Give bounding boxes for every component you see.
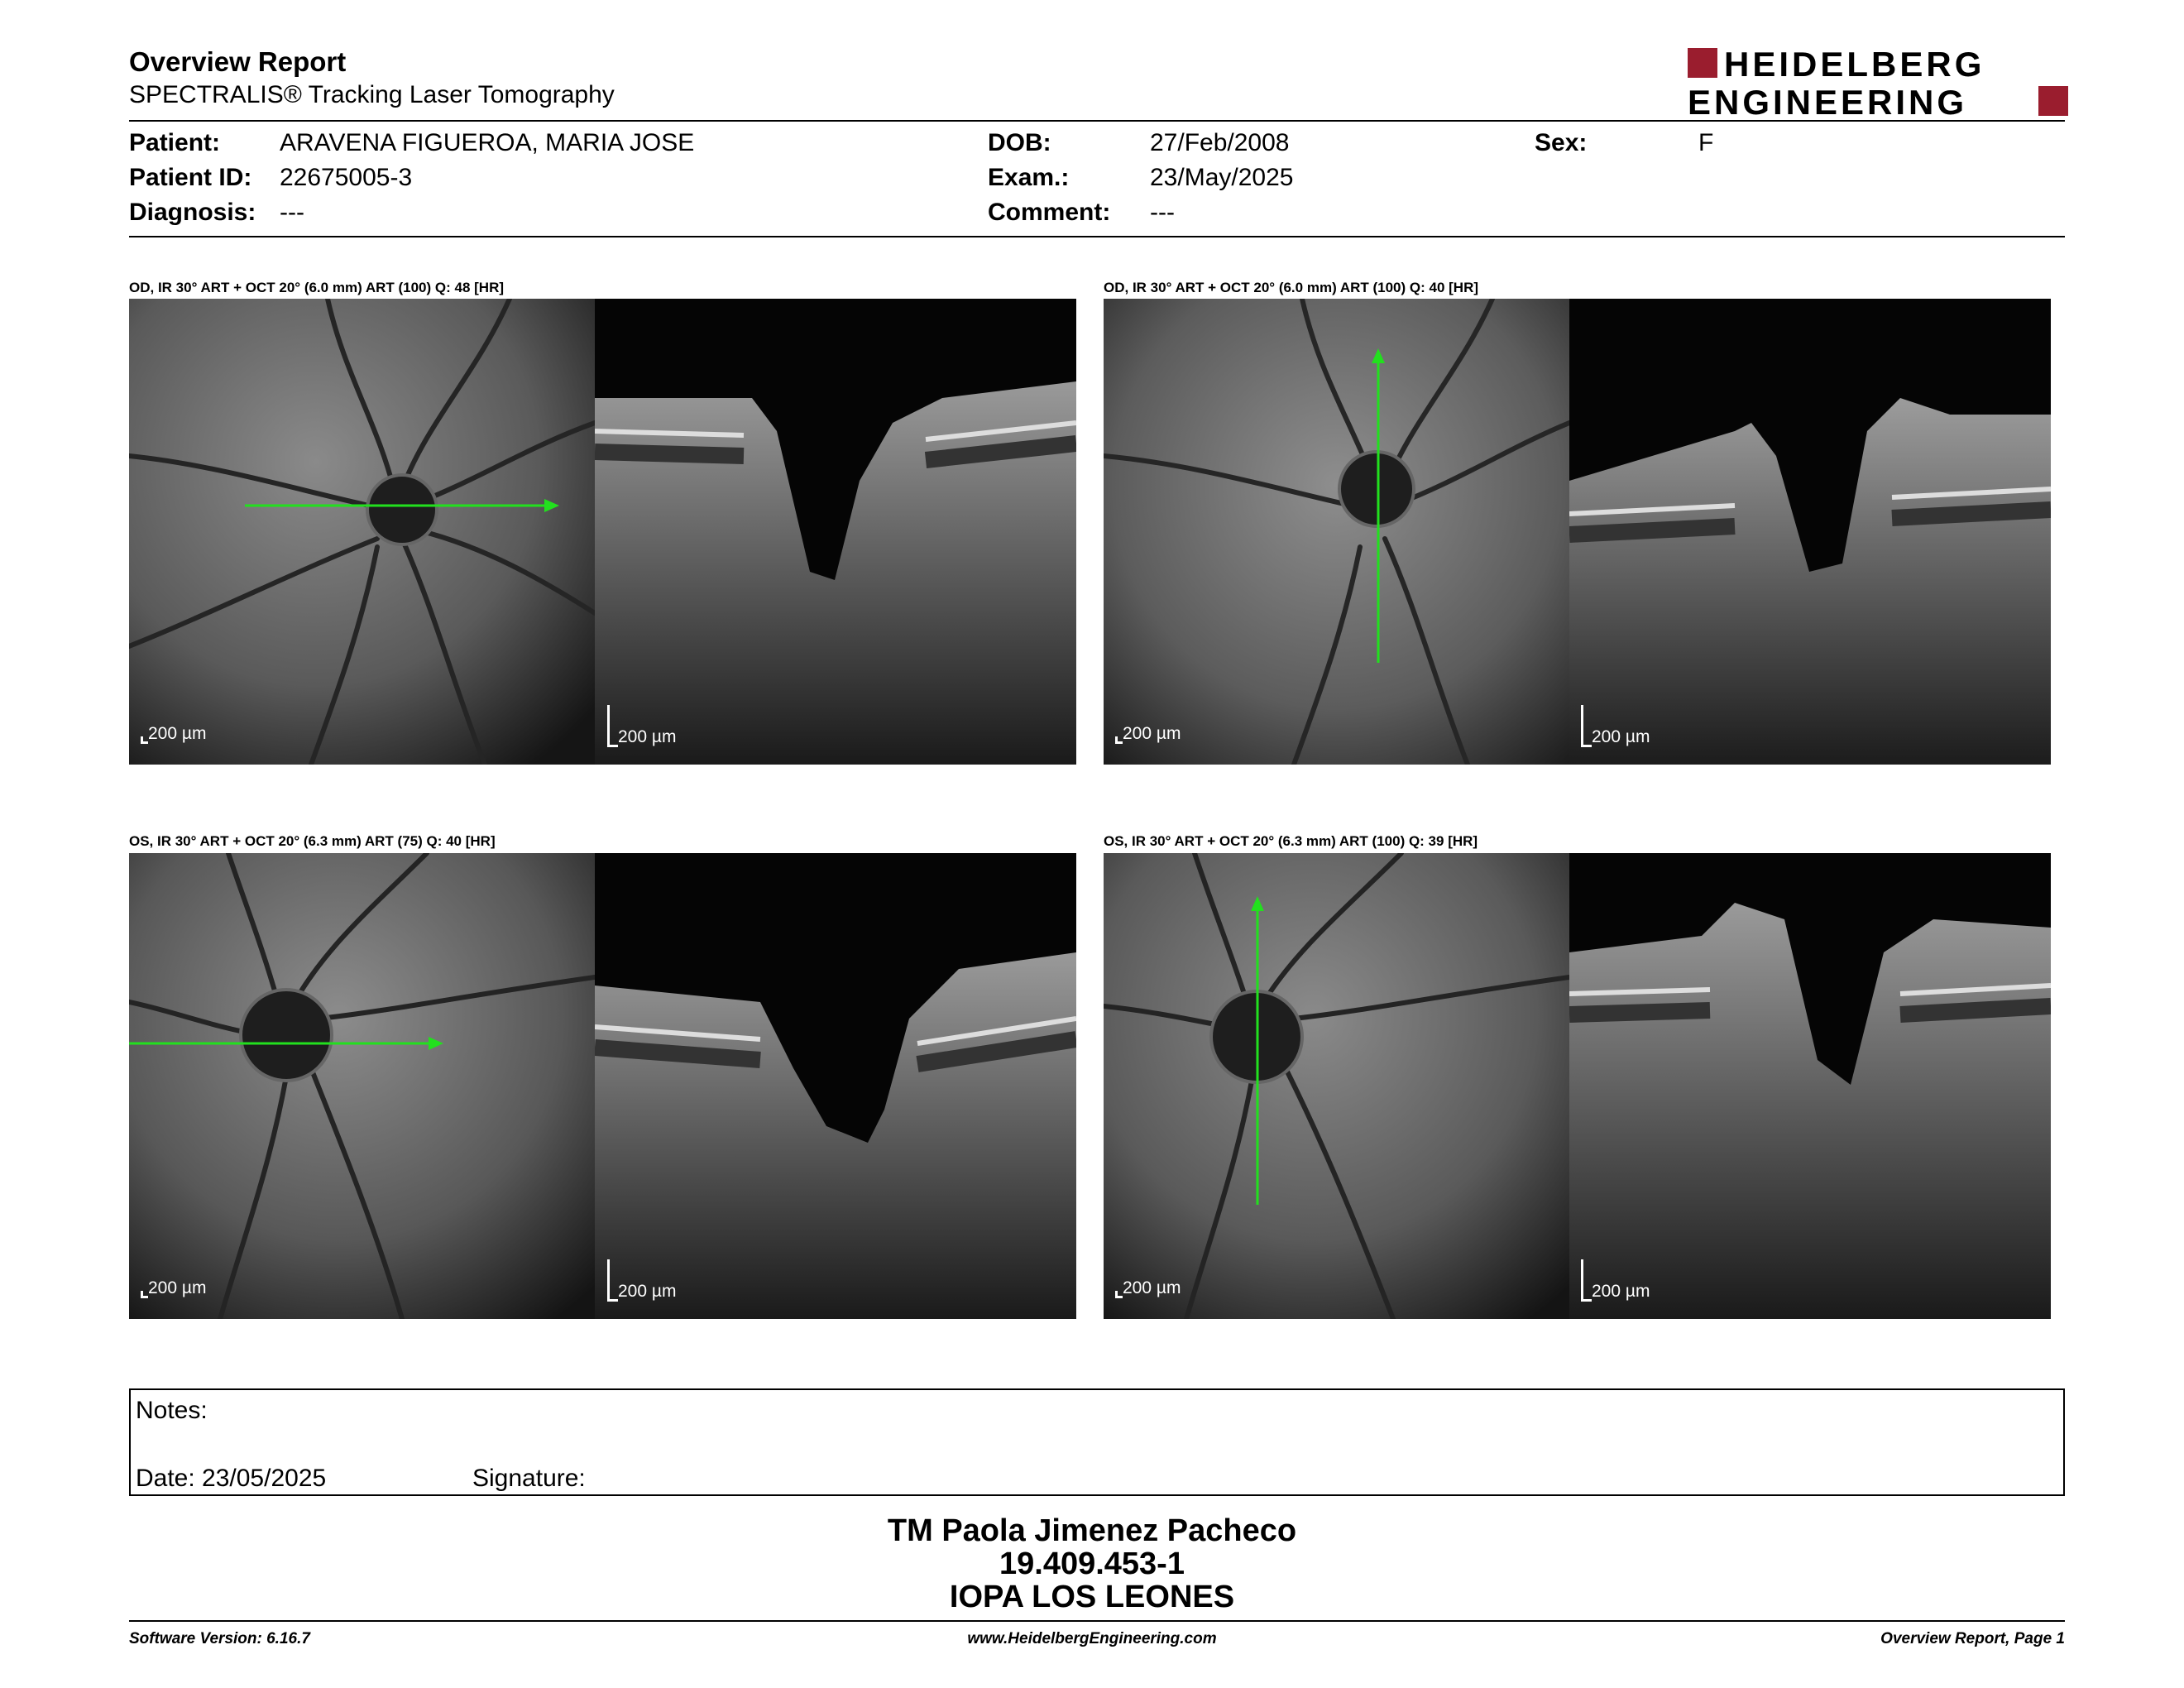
- scan-caption-od-1: OD, IR 30° ART + OCT 20° (6.0 mm) ART (100) Q: 48 [HR]: [129, 280, 505, 295]
- header-divider: [129, 120, 2065, 122]
- diagnosis-value: ---: [280, 199, 304, 226]
- scalebar-icon: [1581, 1259, 1592, 1302]
- fundus-image-od-1: [129, 299, 595, 765]
- scalebar-icon: [1115, 736, 1123, 744]
- scalebar-icon: [1115, 1291, 1123, 1298]
- scalebar-icon: [607, 705, 618, 747]
- patient-id-label: Patient ID:: [129, 164, 252, 191]
- scalebar-icon: [141, 736, 148, 744]
- scalebar-icon: [607, 1259, 618, 1302]
- signature-label: Signature:: [472, 1465, 586, 1492]
- patient-divider: [129, 236, 2065, 237]
- scalebar-fundus-2-label: 200 µm: [1123, 724, 1181, 743]
- report-subtitle: SPECTRALIS® Tracking Laser Tomography: [129, 81, 615, 108]
- patient-label: Patient:: [129, 129, 221, 156]
- scalebar-icon: [141, 1291, 148, 1298]
- oct-bscan-os-2: [1569, 853, 2051, 1319]
- fundus-image-od-2: [1104, 299, 1569, 765]
- software-version: Software Version: 6.16.7: [129, 1630, 310, 1647]
- signatory-name: TM Paola Jimenez Pacheco: [887, 1513, 1297, 1548]
- oct-bscan-od-1: [595, 299, 1076, 765]
- brand-line-1: HEIDELBERG: [1724, 45, 1985, 84]
- notes-label: Notes:: [136, 1397, 208, 1424]
- scalebar-oct-3: [607, 1259, 676, 1302]
- scalebar-oct-2: [1581, 705, 1650, 747]
- sex-label: Sex:: [1535, 129, 1588, 156]
- scalebar-oct-3-label: 200 µm: [618, 1282, 677, 1301]
- patient-value: ARAVENA FIGUEROA, MARIA JOSE: [280, 129, 695, 156]
- fundus-image-os-2: [1104, 853, 1569, 1319]
- heidelberg-logo: [1688, 45, 2068, 119]
- scalebar-oct-1: [607, 705, 676, 747]
- sex-value: F: [1698, 129, 1714, 156]
- signatory-rut: 19.409.453-1: [999, 1547, 1185, 1581]
- scan-caption-os-2: OS, IR 30° ART + OCT 20° (6.3 mm) ART (100) Q: 39 [HR]: [1104, 833, 1478, 849]
- signatory-institution: IOPA LOS LEONES: [949, 1580, 1235, 1614]
- scalebar-oct-2-label: 200 µm: [1592, 727, 1650, 746]
- oct-bscan-od-2: [1569, 299, 2051, 765]
- diagnosis-label: Diagnosis:: [129, 199, 256, 226]
- dob-label: DOB:: [988, 129, 1051, 156]
- scalebar-fundus-4-label: 200 µm: [1123, 1278, 1181, 1297]
- scan-caption-os-1: OS, IR 30° ART + OCT 20° (6.3 mm) ART (75) Q: 40 [HR]: [129, 833, 496, 849]
- comment-label: Comment:: [988, 199, 1111, 226]
- scalebar-fundus-1: [141, 724, 206, 744]
- scalebar-fundus-3: [141, 1278, 206, 1298]
- website-link[interactable]: www.HeidelbergEngineering.com: [967, 1630, 1217, 1647]
- scalebar-fundus-2: [1115, 724, 1181, 744]
- patient-id-value: 22675005-3: [280, 164, 413, 191]
- exam-label: Exam.:: [988, 164, 1070, 191]
- comment-value: ---: [1150, 199, 1175, 226]
- footer-divider: [129, 1620, 2065, 1622]
- scalebar-oct-4-label: 200 µm: [1592, 1282, 1650, 1301]
- scan-caption-od-2: OD, IR 30° ART + OCT 20° (6.0 mm) ART (100) Q: 40 [HR]: [1104, 280, 1479, 295]
- oct-bscan-os-1: [595, 853, 1076, 1319]
- scalebar-fundus-4: [1115, 1278, 1181, 1298]
- scalebar-icon: [1581, 705, 1592, 747]
- fundus-image-os-1: [129, 853, 595, 1319]
- scalebar-oct-4: [1581, 1259, 1650, 1302]
- scalebar-fundus-3-label: 200 µm: [148, 1278, 207, 1297]
- page-number: Overview Report, Page 1: [1880, 1630, 2065, 1647]
- scalebar-oct-1-label: 200 µm: [618, 727, 677, 746]
- report-title: Overview Report: [129, 46, 347, 77]
- brand-line-2: ENGINEERING: [1688, 83, 1968, 119]
- dob-value: 27/Feb/2008: [1150, 129, 1290, 156]
- date-label: Date: 23/05/2025: [136, 1465, 327, 1492]
- exam-value: 23/May/2025: [1150, 164, 1294, 191]
- notes-box: [129, 1388, 2065, 1496]
- scalebar-fundus-1-label: 200 µm: [148, 724, 207, 743]
